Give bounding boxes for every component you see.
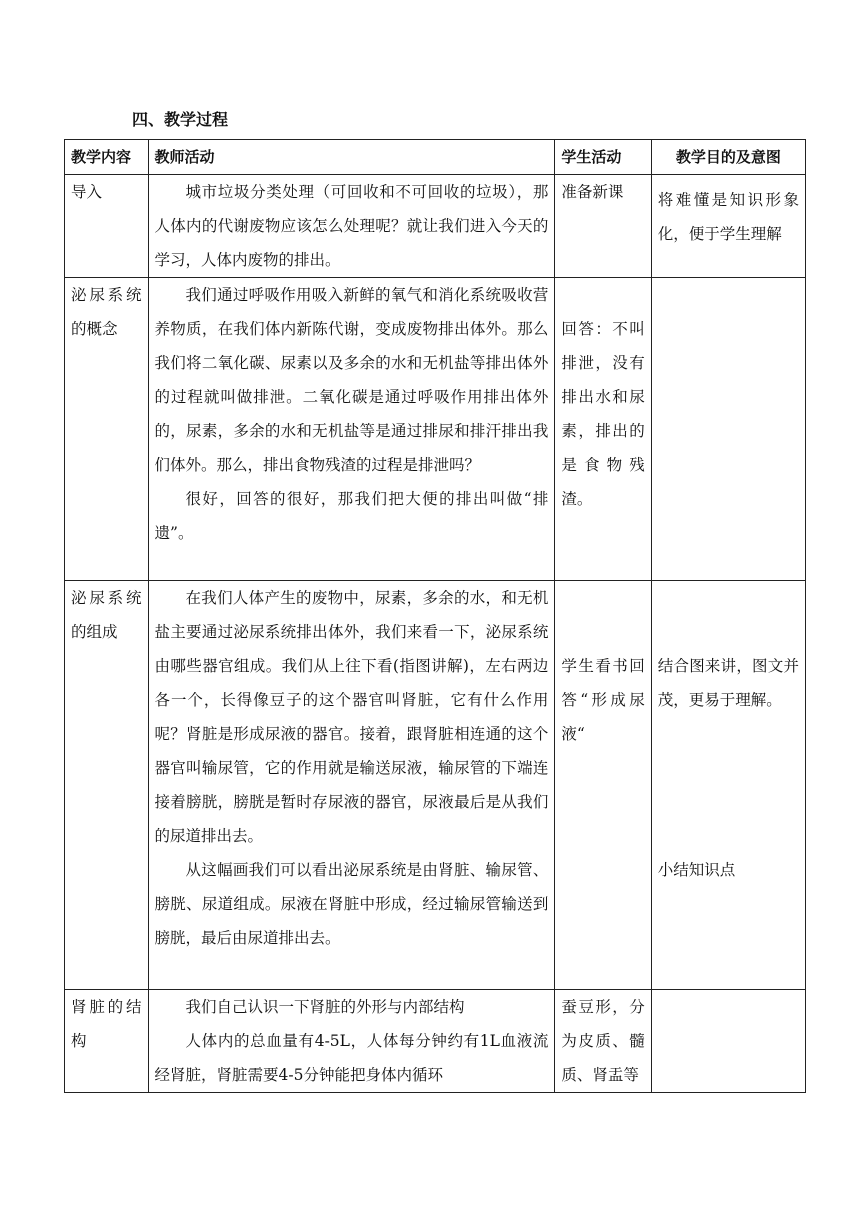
row-student-cell (555, 278, 651, 581)
student-activity-text: 学生看书回答“形成尿液“ (561, 657, 645, 743)
table-row (65, 175, 806, 278)
purpose-summary-text: 小结知识点 (657, 861, 736, 879)
row-purpose-cell (651, 581, 805, 990)
row-content-text: 肾脏的结构 (71, 998, 142, 1050)
table-row (65, 990, 806, 1093)
teacher-paragraph: 很好，回答的很好，那我们把大便的排出叫做“排遗”。 (154, 490, 549, 542)
purpose-text: 将难懂是知识形象化，便于学生理解 (657, 191, 799, 243)
row-purpose-cell (651, 278, 805, 581)
teacher-paragraph: 我们自己认识一下肾脏的外形与内部结构 (185, 998, 465, 1016)
row-content-text: 泌尿系统的概念 (71, 286, 142, 338)
teacher-paragraph: 在我们人体产生的废物中，尿素，多余的水，和无机盐主要通过泌尿系统排出体外，我们来看一下，泌尿系统由哪些器官组成。我们从上往下看(指图讲解)，左右两边各一个，长得像豆子的这个器官叫肾脏，它有什么作用呢？肾脏是形成尿液的器官。接着，跟肾脏相连通的这个器官叫输尿管，它的作用就是输送尿液，输尿管的下端连接着膀胱，膀胱是暂时存尿液的器官，尿液最后是从我们的尿道排出去。 (154, 589, 549, 845)
row-content-cell (65, 581, 149, 990)
purpose-text: 结合图来讲，图文并茂，更易于理解。 (657, 657, 799, 709)
row-teacher-cell (148, 990, 555, 1093)
header-purpose: 教学目的及意图 (651, 140, 805, 175)
row-teacher-cell (148, 175, 555, 278)
row-content-cell (65, 990, 149, 1093)
student-activity-text: 准备新课 (561, 183, 624, 201)
teacher-paragraph: 从这幅画我们可以看出泌尿系统是由肾脏、输尿管、膀胱、尿道组成。尿液在肾脏中形成，经过输尿管输送到膀胱，最后由尿道排出去。 (154, 861, 549, 947)
table-header-row (65, 140, 806, 175)
table-row (65, 278, 806, 581)
teacher-paragraph: 我们通过呼吸作用吸入新鲜的氧气和消化系统吸收营养物质，在我们体内新陈代谢，变成废物排出体外。那么我们将二氧化碳、尿素以及多余的水和无机盐等排出体外的过程就叫做排泄。二氧化碳是通过呼吸作用排出体外的，尿素，多余的水和无机盐等是通过排尿和排汗排出我们体外。那么，排出食物残渣的过程是排泄吗？ (154, 286, 549, 474)
teaching-process-table (64, 139, 806, 1093)
row-purpose-cell (651, 990, 805, 1093)
table-row (65, 581, 806, 990)
teacher-paragraph: 人体内的总血量有4-5L，人体每分钟约有1L血液流经肾脏，肾脏需要4-5分钟能把身体内循环 (154, 1032, 549, 1084)
row-purpose-cell (651, 175, 805, 278)
row-content-text: 导入 (71, 183, 103, 201)
header-student: 学生活动 (555, 140, 651, 175)
row-student-cell (555, 581, 651, 990)
student-activity-text: 蚕豆形，分为皮质、髓质、肾盂等 (561, 998, 645, 1084)
row-teacher-cell (148, 278, 555, 581)
section-title: 四、教学过程 (132, 110, 229, 129)
row-content-cell (65, 278, 149, 581)
row-content-cell (65, 175, 149, 278)
row-student-cell (555, 175, 651, 278)
row-student-cell (555, 990, 651, 1093)
header-teacher: 教师活动 (148, 140, 555, 175)
teacher-paragraph: 城市垃圾分类处理（可回收和不可回收的垃圾），那人体内的代谢废物应该怎么处理呢？就让我们进入今天的学习，人体内废物的排出。 (154, 183, 549, 269)
row-teacher-cell (148, 581, 555, 990)
student-activity-text: 回答：不叫排泄，没有排出水和尿素，排出的是食物残渣。 (561, 320, 645, 508)
header-content: 教学内容 (65, 140, 149, 175)
row-content-text: 泌尿系统的组成 (71, 589, 142, 641)
